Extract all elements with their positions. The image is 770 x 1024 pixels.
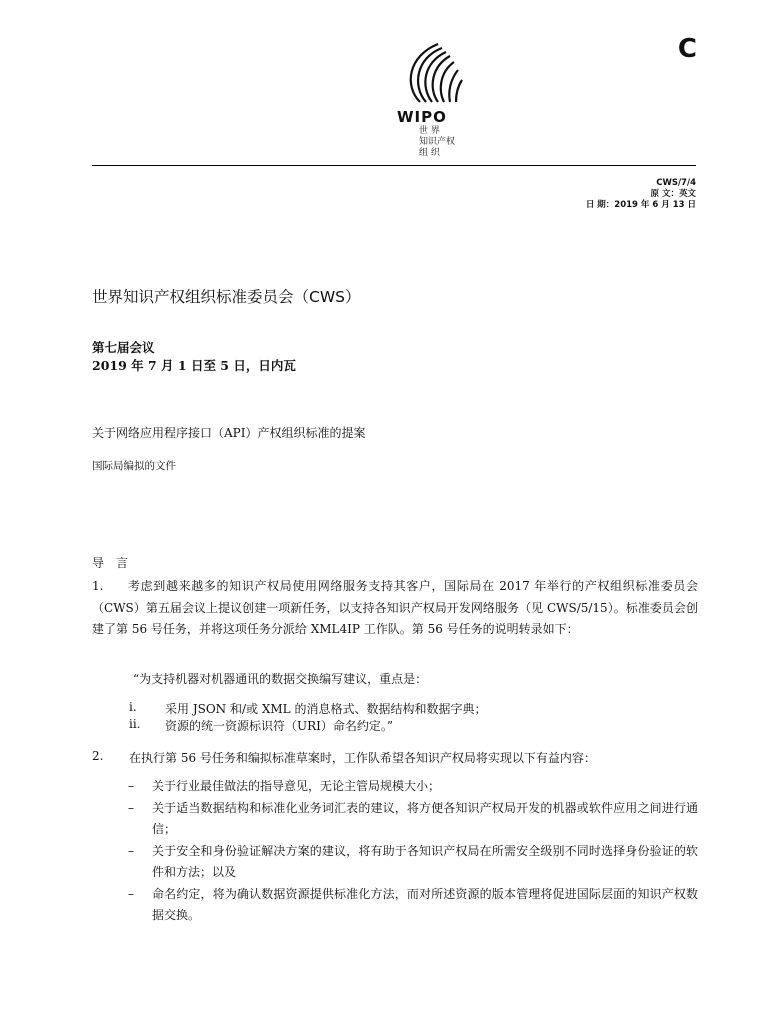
quote-item-numeral: ii.	[129, 717, 141, 731]
list-item	[128, 776, 698, 798]
original-language: 原 文：英文	[650, 189, 696, 199]
paragraph-number: 2.	[92, 749, 104, 763]
doc-symbol: CWS/7/4	[656, 178, 696, 188]
wipo-logo-icon	[398, 36, 478, 108]
logo-wordmark: WIPO	[397, 108, 447, 126]
benefits-list	[128, 776, 698, 927]
paragraph-number: 1.	[92, 579, 104, 593]
quote-item	[129, 700, 486, 717]
list-item-text: 命名约定，将为确认数据资源提供标准化方法，而对所述资源的版本管理将促进国际层面的知识产权数据交换。	[152, 886, 698, 922]
header-divider	[92, 165, 696, 166]
bullet-marker: –	[128, 886, 134, 901]
section-heading: 导 言	[92, 556, 129, 570]
logo-subtitle-line: 世 界	[419, 126, 440, 136]
committee-name: 世界知识产权组织标准委员会（CWS）	[92, 288, 361, 306]
bullet-marker: –	[128, 800, 134, 815]
list-item	[128, 798, 698, 841]
quote-item	[129, 717, 393, 734]
paragraph-text: 考虑到越来越多的知识产权局使用网络服务支持其客户，国际局在 2017 年举行的产权组织标准委员会（CWS）第五届会议上提议创建一项新任务，以支持各知识产权局开发网络服务（见 CWS/5/15）。标准委员会创建了第 56 号任务，并将这项任务分派给 XML4IP 工作队。第 56 号任务的说明转录如下：	[92, 579, 698, 636]
list-item-text: 关于适当数据结构和标准化业务词汇表的建议，将方便各知识产权局开发的机器或软件应用之间进行通信；	[152, 800, 698, 836]
quote-intro: “为支持机器对机器通讯的数据交换编写建议，重点是：	[133, 672, 428, 686]
paragraph-1	[92, 576, 698, 641]
paragraph-text: 在执行第 56 号任务和编拟标准草案时，工作队希望各知识产权局将实现以下有益内容：	[129, 751, 596, 765]
session-dates: 2019 年 7 月 1 日至 5 日，日内瓦	[92, 358, 296, 373]
session-info	[92, 339, 296, 375]
quote-item-text: 采用 JSON 和/或 XML 的消息格式、数据结构和数据字典；	[165, 702, 487, 716]
paragraph-2	[92, 749, 596, 766]
bullet-marker: –	[128, 779, 134, 793]
list-item	[128, 884, 698, 927]
language-code: C	[677, 34, 697, 64]
doc-date: 日 期：2019 年 6 月 13 日	[585, 200, 696, 210]
quote-item-numeral: i.	[129, 700, 137, 714]
document-meta	[586, 178, 696, 211]
session-name: 第七届会议	[92, 340, 155, 355]
logo-subtitle	[419, 126, 455, 159]
list-item-text: 关于安全和身份验证解决方案的建议，将有助于各知识产权局在所需安全级别不同时选择身份验证的软件和方法；以及	[152, 843, 698, 879]
list-item	[128, 841, 698, 884]
list-item-text: 关于行业最佳做法的指导意见，无论主管局规模大小；	[152, 779, 441, 793]
logo-subtitle-line: 组 织	[419, 148, 440, 158]
logo-subtitle-line: 知识产权	[419, 137, 456, 147]
bullet-marker: –	[128, 843, 134, 858]
quote-item-text: 资源的统一资源标识符（URI）命名约定。”	[165, 719, 394, 733]
document-title: 关于网络应用程序接口（API）产权组织标准的提案	[92, 426, 366, 440]
document-prepared-by: 国际局编拟的文件	[92, 460, 176, 472]
